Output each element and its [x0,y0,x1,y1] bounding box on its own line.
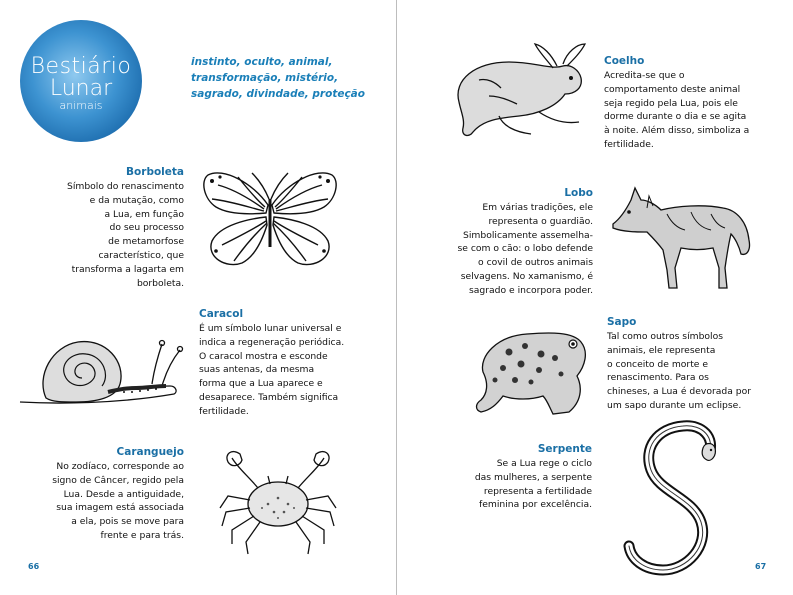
text-line: Simbolicamente assemelha- [463,229,593,241]
text-line: Lua. Desde a antiguidade, [63,488,184,500]
text-line: selvagens. No xamanismo, é [460,270,593,282]
title-line-2: Lunar [49,76,113,101]
text-line: animais, ele representa [607,344,716,356]
entry-title-lobo: Lobo [564,187,593,199]
bestiary-title-circle [20,20,142,142]
rabbit-illustration [439,40,595,144]
text-line: dorme durante o dia e se agita [604,111,747,123]
entry-text-sapo [607,330,790,413]
entry-text-caracol [199,322,385,419]
toad-illustration [469,318,595,422]
text-line: desaparece. Também significa [199,391,339,403]
keyword-line: transformação, mistério, [191,72,339,84]
text-line: suas antenas, da mesma [199,364,315,376]
text-line: Em várias tradições, ele [482,202,593,213]
text-line: seja regido pela Lua, pois ele [604,97,738,109]
serpent-illustration [623,420,723,584]
text-line: borboleta. [136,277,184,289]
title-subtitle: animais [59,99,103,112]
text-line: à noite. Além disso, simboliza a [604,125,750,137]
text-line: frente e para trás. [100,529,184,541]
text-line: o conceito de morte e [607,358,709,370]
text-line: a ela, pois se move para [71,516,184,528]
entry-text-caranguejo [20,460,184,543]
text-line: do seu processo [109,222,184,234]
keyword-line: instinto, oculto, animal, [191,56,333,68]
text-line: transforma a lagarta em [71,263,184,275]
text-line: sagrado e incorpora poder. [469,284,593,296]
text-line: O caracol mostra e esconde [199,350,328,362]
title-line-1: Bestiário [30,54,132,79]
text-line: comportamento deste animal [604,83,741,95]
text-line: fertilidade. [199,405,249,417]
text-line: de metamorfose [108,236,184,248]
entry-title-caracol: Caracol [199,308,244,320]
entry-text-coelho [604,69,790,152]
keywords [191,54,381,102]
text-line: forma que a Lua aparece e [199,378,323,390]
entry-title-sapo: Sapo [607,316,637,328]
entry-title-borboleta: Borboleta [126,166,184,178]
text-line: É um símbolo lunar universal e [199,323,342,334]
page-number-right: 67 [755,562,767,571]
text-line: Símbolo do renascimento [67,181,184,192]
text-line: Acredita-se que o [604,70,685,81]
entry-title-serpente: Serpente [537,443,592,455]
text-line: feminina por excelência. [479,499,592,511]
wolf-illustration [607,178,757,296]
text-line: Se a Lua rege o ciclo [496,458,592,469]
text-line: característico, que [98,249,184,261]
crab-illustration [218,446,338,556]
right-page [397,0,793,595]
text-line: representa o guardião. [488,215,593,227]
entry-text-borboleta [20,180,184,290]
text-line: um sapo durante um eclipse. [607,399,742,411]
entry-title-coelho: Coelho [604,55,645,67]
text-line: No zodíaco, corresponde ao [56,461,184,472]
text-line: e da mutação, como [89,194,184,206]
text-line: indica a regeneração periódica. [199,336,345,348]
text-line: renascimento. Para os [607,372,709,384]
entry-text-lobo [417,201,593,298]
text-line: fertilidade. [604,138,654,150]
text-line: o covil de outros animais [478,257,593,269]
entry-text-serpente [417,457,592,512]
text-line: se com o cão: o lobo defende [457,243,593,255]
entry-title-caranguejo: Caranguejo [116,446,184,458]
text-line: a Lua, em função [104,208,184,220]
text-line: representa a fertilidade [483,485,592,497]
page-number-left: 66 [28,562,40,571]
snail-illustration [16,322,188,412]
left-page [0,0,396,595]
keyword-line: sagrado, divindade, proteção [191,88,365,100]
butterfly-illustration [198,165,342,277]
text-line: Tal como outros símbolos [607,331,724,342]
text-line: chineses, a Lua é devorada por [607,386,751,398]
text-line: sua imagem está associada [56,502,184,514]
text-line: signo de Câncer, regido pela [52,474,184,486]
text-line: das mulheres, a serpente [474,471,592,483]
